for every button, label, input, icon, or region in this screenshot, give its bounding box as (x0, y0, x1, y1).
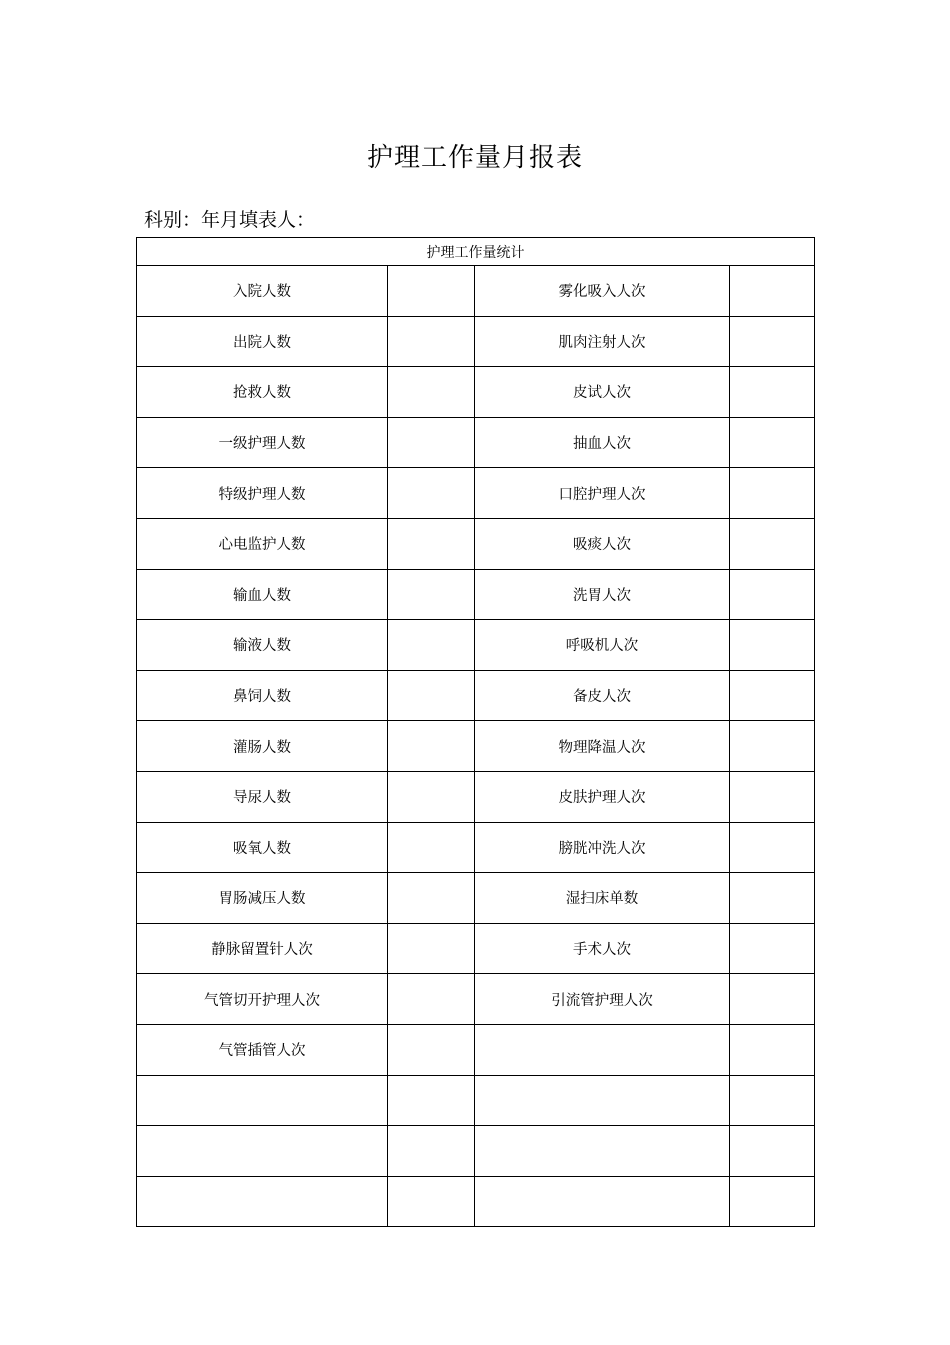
left-item-label: 胃肠减压人数 (137, 873, 388, 924)
right-item-label: 湿扫床单数 (475, 873, 730, 924)
right-item-value[interactable] (730, 771, 815, 822)
right-item-label: 雾化吸入人次 (475, 266, 730, 317)
table-row (137, 468, 815, 519)
right-item-value[interactable] (730, 974, 815, 1025)
left-item-label: 抢救人数 (137, 367, 388, 418)
table-row (137, 721, 815, 772)
right-item-label: 吸痰人次 (475, 518, 730, 569)
right-item-label: 洗胃人次 (475, 569, 730, 620)
right-item-label: 皮试人次 (475, 367, 730, 418)
left-item-value[interactable] (388, 1176, 475, 1227)
left-item-value[interactable] (388, 974, 475, 1025)
table-row (137, 518, 815, 569)
left-item-label: 鼻饲人数 (137, 670, 388, 721)
right-item-value[interactable] (730, 316, 815, 367)
left-item-value[interactable] (388, 822, 475, 873)
right-item-value[interactable] (730, 1126, 815, 1177)
table-row (137, 417, 815, 468)
left-item-value[interactable] (388, 367, 475, 418)
left-item-value[interactable] (388, 670, 475, 721)
right-item-label: 口腔护理人次 (475, 468, 730, 519)
right-item-value[interactable] (730, 266, 815, 317)
form-meta-line: 科别：年月填表人： (144, 209, 316, 231)
left-item-label: 吸氧人数 (137, 822, 388, 873)
table-row (137, 670, 815, 721)
table-row (137, 822, 815, 873)
left-item-value[interactable] (388, 1126, 475, 1177)
left-item-value[interactable] (388, 1075, 475, 1126)
left-item-value[interactable] (388, 923, 475, 974)
table-row (137, 1075, 815, 1126)
right-item-value[interactable] (730, 620, 815, 671)
table-row (137, 771, 815, 822)
left-item-label: 灌肠人数 (137, 721, 388, 772)
table-header-row (137, 238, 815, 266)
left-item-value[interactable] (388, 316, 475, 367)
right-item-value[interactable] (730, 417, 815, 468)
table-row (137, 367, 815, 418)
right-item-value[interactable] (730, 468, 815, 519)
left-item-label: 特级护理人数 (137, 468, 388, 519)
right-item-label (475, 1126, 730, 1177)
right-item-label: 物理降温人次 (475, 721, 730, 772)
right-item-value[interactable] (730, 518, 815, 569)
right-item-label (475, 1024, 730, 1075)
left-item-label: 输液人数 (137, 620, 388, 671)
left-item-value[interactable] (388, 417, 475, 468)
left-item-value[interactable] (388, 266, 475, 317)
left-item-value[interactable] (388, 873, 475, 924)
right-item-label (475, 1176, 730, 1227)
right-item-value[interactable] (730, 721, 815, 772)
left-item-label (137, 1075, 388, 1126)
right-item-value[interactable] (730, 569, 815, 620)
left-item-label: 心电监护人数 (137, 518, 388, 569)
right-item-label: 呼吸机人次 (475, 620, 730, 671)
table-header: 护理工作量统计 (137, 238, 815, 266)
table-row (137, 316, 815, 367)
left-item-label (137, 1126, 388, 1177)
workload-table (136, 237, 815, 1227)
right-item-label (475, 1075, 730, 1126)
left-item-label: 气管插管人次 (137, 1024, 388, 1075)
left-item-label: 入院人数 (137, 266, 388, 317)
left-item-value[interactable] (388, 1024, 475, 1075)
right-item-label: 膀胱冲洗人次 (475, 822, 730, 873)
left-item-value[interactable] (388, 721, 475, 772)
table-row (137, 873, 815, 924)
right-item-value[interactable] (730, 923, 815, 974)
left-item-value[interactable] (388, 569, 475, 620)
right-item-label: 备皮人次 (475, 670, 730, 721)
left-item-value[interactable] (388, 468, 475, 519)
left-item-label: 输血人数 (137, 569, 388, 620)
left-item-value[interactable] (388, 620, 475, 671)
left-item-label (137, 1176, 388, 1227)
table-row (137, 1024, 815, 1075)
table-row (137, 1126, 815, 1177)
right-item-label: 手术人次 (475, 923, 730, 974)
left-item-label: 导尿人数 (137, 771, 388, 822)
table-row (137, 569, 815, 620)
page-title: 护理工作量月报表 (366, 143, 583, 173)
right-item-value[interactable] (730, 1176, 815, 1227)
right-item-value[interactable] (730, 1075, 815, 1126)
left-item-label: 静脉留置针人次 (137, 923, 388, 974)
right-item-value[interactable] (730, 367, 815, 418)
workload-table-body (137, 238, 815, 1227)
right-item-value[interactable] (730, 670, 815, 721)
left-item-value[interactable] (388, 518, 475, 569)
table-row (137, 923, 815, 974)
table-row (137, 266, 815, 317)
table-row (137, 1176, 815, 1227)
right-item-label: 肌肉注射人次 (475, 316, 730, 367)
right-item-value[interactable] (730, 822, 815, 873)
right-item-label: 皮肤护理人次 (475, 771, 730, 822)
right-item-label: 引流管护理人次 (475, 974, 730, 1025)
right-item-value[interactable] (730, 873, 815, 924)
right-item-label: 抽血人次 (475, 417, 730, 468)
left-item-label: 一级护理人数 (137, 417, 388, 468)
left-item-label: 出院人数 (137, 316, 388, 367)
left-item-value[interactable] (388, 771, 475, 822)
table-row (137, 620, 815, 671)
left-item-label: 气管切开护理人次 (137, 974, 388, 1025)
table-row (137, 974, 815, 1025)
right-item-value[interactable] (730, 1024, 815, 1075)
